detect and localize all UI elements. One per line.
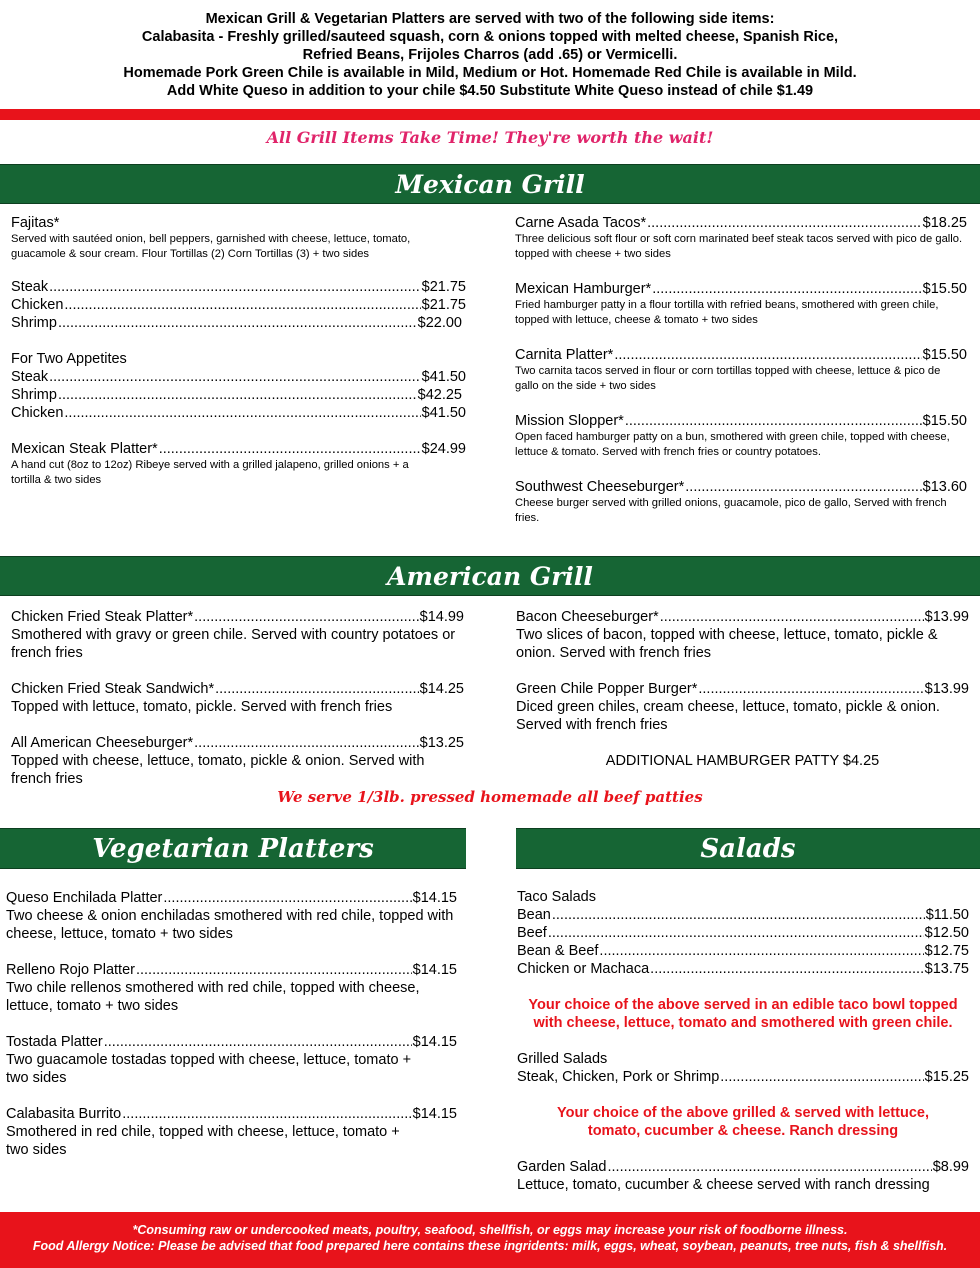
price-line bbox=[11, 368, 466, 386]
price-line bbox=[6, 1105, 457, 1123]
vegetarian-platters-header: Vegetarian Platters bbox=[0, 828, 466, 869]
allergy-footer bbox=[0, 1212, 980, 1268]
item-name: Queso Enchilada Platter bbox=[6, 890, 163, 906]
item-price: $15.50 bbox=[922, 281, 967, 297]
item-name: Carnita Platter* bbox=[515, 347, 614, 363]
for-two-appetites bbox=[11, 350, 466, 422]
price-line bbox=[517, 960, 969, 978]
intro-line: Homemade Pork Green Chile is available in Mild, Medium or Hot. Homemade Red Chile is available in Mild. bbox=[123, 65, 857, 81]
item-price: $14.15 bbox=[412, 1034, 457, 1050]
menu-item bbox=[515, 412, 967, 460]
item-price: $15.50 bbox=[922, 347, 967, 363]
item-description: Two guacamole tostadas topped with cheese, lettuce, tomato + two sides bbox=[6, 1052, 412, 1086]
price-line bbox=[11, 680, 464, 698]
allergy-notice: Food Allergy Notice: Please be advised that food prepared here contains these ingridents: milk, eggs, wheat, soybean, peanuts, tree nuts, fish & shellfish. bbox=[32, 1239, 948, 1253]
item-name: For Two Appetites bbox=[11, 351, 127, 367]
intro-line: Mexican Grill & Vegetarian Platters are served with two of the following side items: bbox=[205, 11, 775, 27]
option-name: Steak bbox=[11, 369, 49, 385]
mexican-grill-header: Mexican Grill bbox=[0, 164, 980, 204]
option-name: Beef bbox=[517, 925, 547, 941]
item-name: All American Cheeseburger* bbox=[11, 735, 194, 751]
item-price: $14.25 bbox=[419, 681, 464, 697]
item-name: Chicken Fried Steak Sandwich* bbox=[11, 681, 215, 697]
salads-column bbox=[517, 888, 969, 1194]
option-name: Chicken bbox=[11, 405, 64, 421]
menu-item bbox=[6, 961, 457, 1015]
item-price: $14.99 bbox=[419, 609, 464, 625]
price-line bbox=[6, 889, 457, 907]
menu-item bbox=[516, 608, 969, 662]
intro-line: Refried Beans, Frijoles Charros (add .65) or Vermicelli. bbox=[302, 47, 678, 63]
item-name: Relleno Rojo Platter bbox=[6, 962, 135, 978]
item-price: $13.99 bbox=[924, 609, 969, 625]
item-name: Bacon Cheeseburger* bbox=[516, 609, 659, 625]
option-price: $15.25 bbox=[924, 1069, 969, 1085]
option-name: Steak, Chicken, Pork or Shrimp bbox=[517, 1069, 720, 1085]
item-description: Topped with lettuce, tomato, pickle. Served with french fries bbox=[11, 699, 393, 715]
option-price: $22.00 bbox=[417, 315, 462, 331]
item-name: Chicken Fried Steak Platter* bbox=[11, 609, 194, 625]
option-name: Bean bbox=[517, 907, 551, 923]
option-price: $41.50 bbox=[421, 405, 466, 421]
item-price: $18.25 bbox=[922, 215, 967, 231]
item-price: $24.99 bbox=[421, 441, 466, 457]
price-line bbox=[11, 386, 466, 404]
fajitas-options bbox=[11, 278, 466, 332]
vegetarian-column bbox=[6, 889, 457, 1159]
price-line bbox=[11, 608, 464, 626]
item-description: Cheese burger served with grilled onions, guacamole, pico de gallo, Served with french fries. bbox=[515, 497, 947, 524]
price-line bbox=[11, 440, 466, 458]
american-grill-left-column bbox=[11, 608, 464, 788]
item-name: Southwest Cheeseburger* bbox=[515, 479, 685, 495]
grill-tagline: All Grill Items Take Time! They're worth the wait! bbox=[266, 128, 714, 147]
price-line bbox=[515, 214, 967, 232]
item-price: $13.99 bbox=[924, 681, 969, 697]
item-price: $14.15 bbox=[412, 890, 457, 906]
grilled-salads-heading: Grilled Salads bbox=[517, 1051, 608, 1067]
option-name: Shrimp bbox=[11, 315, 57, 331]
item-description: Smothered in red chile, topped with cheese, lettuce, tomato + two sides bbox=[6, 1124, 400, 1158]
menu-item bbox=[515, 478, 967, 526]
patties-note: We serve 1/3lb. pressed homemade all beef patties bbox=[277, 788, 703, 806]
price-line bbox=[515, 280, 967, 298]
price-line bbox=[11, 278, 466, 296]
item-name: Mexican Hamburger* bbox=[515, 281, 652, 297]
price-line bbox=[517, 942, 969, 960]
item-description: Two carnita tacos served in flour or corn tortillas topped with cheese, lettuce & pico de gallo on the side + two sides bbox=[515, 365, 941, 392]
item-price: $14.15 bbox=[412, 1106, 457, 1122]
option-name: Chicken or Machaca bbox=[517, 961, 650, 977]
item-name: Garden Salad bbox=[517, 1159, 607, 1175]
taco-salad-note: Your choice of the above served in an edible taco bowl topped with cheese, lettuce, tomato and smothered with green chile. bbox=[528, 997, 958, 1031]
price-line bbox=[517, 1158, 969, 1176]
item-name: Carne Asada Tacos* bbox=[515, 215, 647, 231]
item-description: Two slices of bacon, topped with cheese, lettuce, tomato, pickle & onion. Served with french fries bbox=[516, 627, 938, 661]
consumer-advisory: *Consuming raw or undercooked meats, poultry, seafood, shellfish, or eggs may increase your risk of foodborne illness. bbox=[132, 1223, 848, 1237]
red-divider bbox=[0, 109, 980, 120]
item-price: $15.50 bbox=[922, 413, 967, 429]
menu-item bbox=[6, 889, 457, 943]
item-description: A hand cut (8oz to 12oz) Ribeye served with a grilled jalapeno, grilled onions + a tortilla & two sides bbox=[11, 459, 409, 486]
item-price: $13.60 bbox=[922, 479, 967, 495]
sides-intro bbox=[0, 10, 980, 100]
price-line bbox=[517, 924, 969, 942]
menu-item bbox=[11, 608, 464, 662]
price-line bbox=[517, 1068, 969, 1086]
item-description: Diced green chiles, cream cheese, lettuce, tomato, pickle & onion. Served with french fries bbox=[516, 699, 940, 733]
option-price: $13.75 bbox=[924, 961, 969, 977]
item-description: Open faced hamburger patty on a bun, smothered with green chile, topped with cheese, lettuce & tomato. Served with french fries or country potatoes. bbox=[515, 431, 950, 458]
option-price: $42.25 bbox=[417, 387, 462, 403]
menu-item bbox=[11, 734, 464, 788]
menu-item-fajitas bbox=[11, 214, 466, 262]
item-description: Two chile rellenos smothered with red chile, topped with cheese, lettuce, tomato + two sides bbox=[6, 980, 420, 1014]
price-line bbox=[517, 906, 969, 924]
mexican-grill-left-column bbox=[11, 214, 466, 488]
item-description: Served with sautéed onion, bell peppers, garnished with cheese, lettuce, tomato, guacamole & sour cream. Flour Tortillas (2) Corn Tortillas (3) + two sides bbox=[11, 233, 411, 260]
item-name: Calabasita Burrito bbox=[6, 1106, 122, 1122]
additional-patty-note: ADDITIONAL HAMBURGER PATTY $4.25 bbox=[605, 753, 880, 769]
price-line bbox=[11, 296, 466, 314]
intro-line: Calabasita - Freshly grilled/sauteed squash, corn & onions topped with melted cheese, Spanish Rice, bbox=[141, 29, 839, 45]
menu-item bbox=[516, 680, 969, 734]
menu-item bbox=[515, 346, 967, 394]
salads-header: Salads bbox=[516, 828, 980, 869]
price-line bbox=[515, 346, 967, 364]
price-line bbox=[516, 608, 969, 626]
option-price: $11.50 bbox=[925, 907, 969, 923]
price-line bbox=[11, 404, 466, 422]
menu-item-garden-salad bbox=[517, 1158, 969, 1194]
option-price: $21.75 bbox=[421, 279, 466, 295]
price-line bbox=[11, 734, 464, 752]
grilled-salad-note: Your choice of the above grilled & served with lettuce, tomato, cucumber & cheese. Ranch dressing bbox=[557, 1105, 929, 1139]
mexican-grill-right-column bbox=[515, 214, 967, 526]
item-description: Lettuce, tomato, cucumber & cheese served with ranch dressing bbox=[517, 1177, 930, 1193]
option-name: Chicken bbox=[11, 297, 64, 313]
item-description: Fried hamburger patty in a flour tortilla with refried beans, smothered with green chile, topped with lettuce, cheese & tomato + two sides bbox=[515, 299, 939, 326]
item-description: Two cheese & onion enchiladas smothered with red chile, topped with cheese, lettuce, tomato + two sides bbox=[6, 908, 454, 942]
price-line bbox=[515, 412, 967, 430]
menu-item bbox=[515, 214, 967, 262]
option-name: Bean & Beef bbox=[517, 943, 599, 959]
american-grill-header: American Grill bbox=[0, 556, 980, 596]
item-name: Fajitas* bbox=[11, 215, 60, 231]
price-line bbox=[515, 478, 967, 496]
item-name: Mission Slopper* bbox=[515, 413, 624, 429]
price-line bbox=[6, 1033, 457, 1051]
item-name: Mexican Steak Platter* bbox=[11, 441, 158, 457]
price-line bbox=[6, 961, 457, 979]
item-price: $8.99 bbox=[932, 1159, 969, 1175]
item-description: Smothered with gravy or green chile. Served with country potatoes or french fries bbox=[11, 627, 456, 661]
item-name: Green Chile Popper Burger* bbox=[516, 681, 698, 697]
menu-item bbox=[6, 1033, 457, 1087]
menu-item bbox=[6, 1105, 457, 1159]
taco-salads-heading: Taco Salads bbox=[517, 889, 596, 905]
price-line bbox=[11, 314, 466, 332]
option-price: $21.75 bbox=[421, 297, 466, 313]
item-name: Tostada Platter bbox=[6, 1034, 103, 1050]
item-description: Three delicious soft flour or soft corn marinated beef steak tacos served with pico de gallo. topped with cheese + two sides bbox=[515, 233, 963, 260]
american-grill-right-column bbox=[516, 608, 969, 770]
price-line bbox=[516, 680, 969, 698]
option-price: $41.50 bbox=[421, 369, 466, 385]
item-price: $14.15 bbox=[412, 962, 457, 978]
intro-line: Add White Queso in addition to your chile $4.50 Substitute White Queso instead of chile $1.49 bbox=[166, 83, 814, 99]
menu-item-mexican-steak-platter bbox=[11, 440, 466, 488]
option-name: Shrimp bbox=[11, 387, 57, 403]
item-price: $13.25 bbox=[419, 735, 464, 751]
option-name: Steak bbox=[11, 279, 49, 295]
option-price: $12.75 bbox=[924, 943, 969, 959]
option-price: $12.50 bbox=[924, 925, 969, 941]
menu-item bbox=[515, 280, 967, 328]
menu-item bbox=[11, 680, 464, 716]
item-description: Topped with cheese, lettuce, tomato, pickle & onion. Served with french fries bbox=[11, 753, 425, 787]
